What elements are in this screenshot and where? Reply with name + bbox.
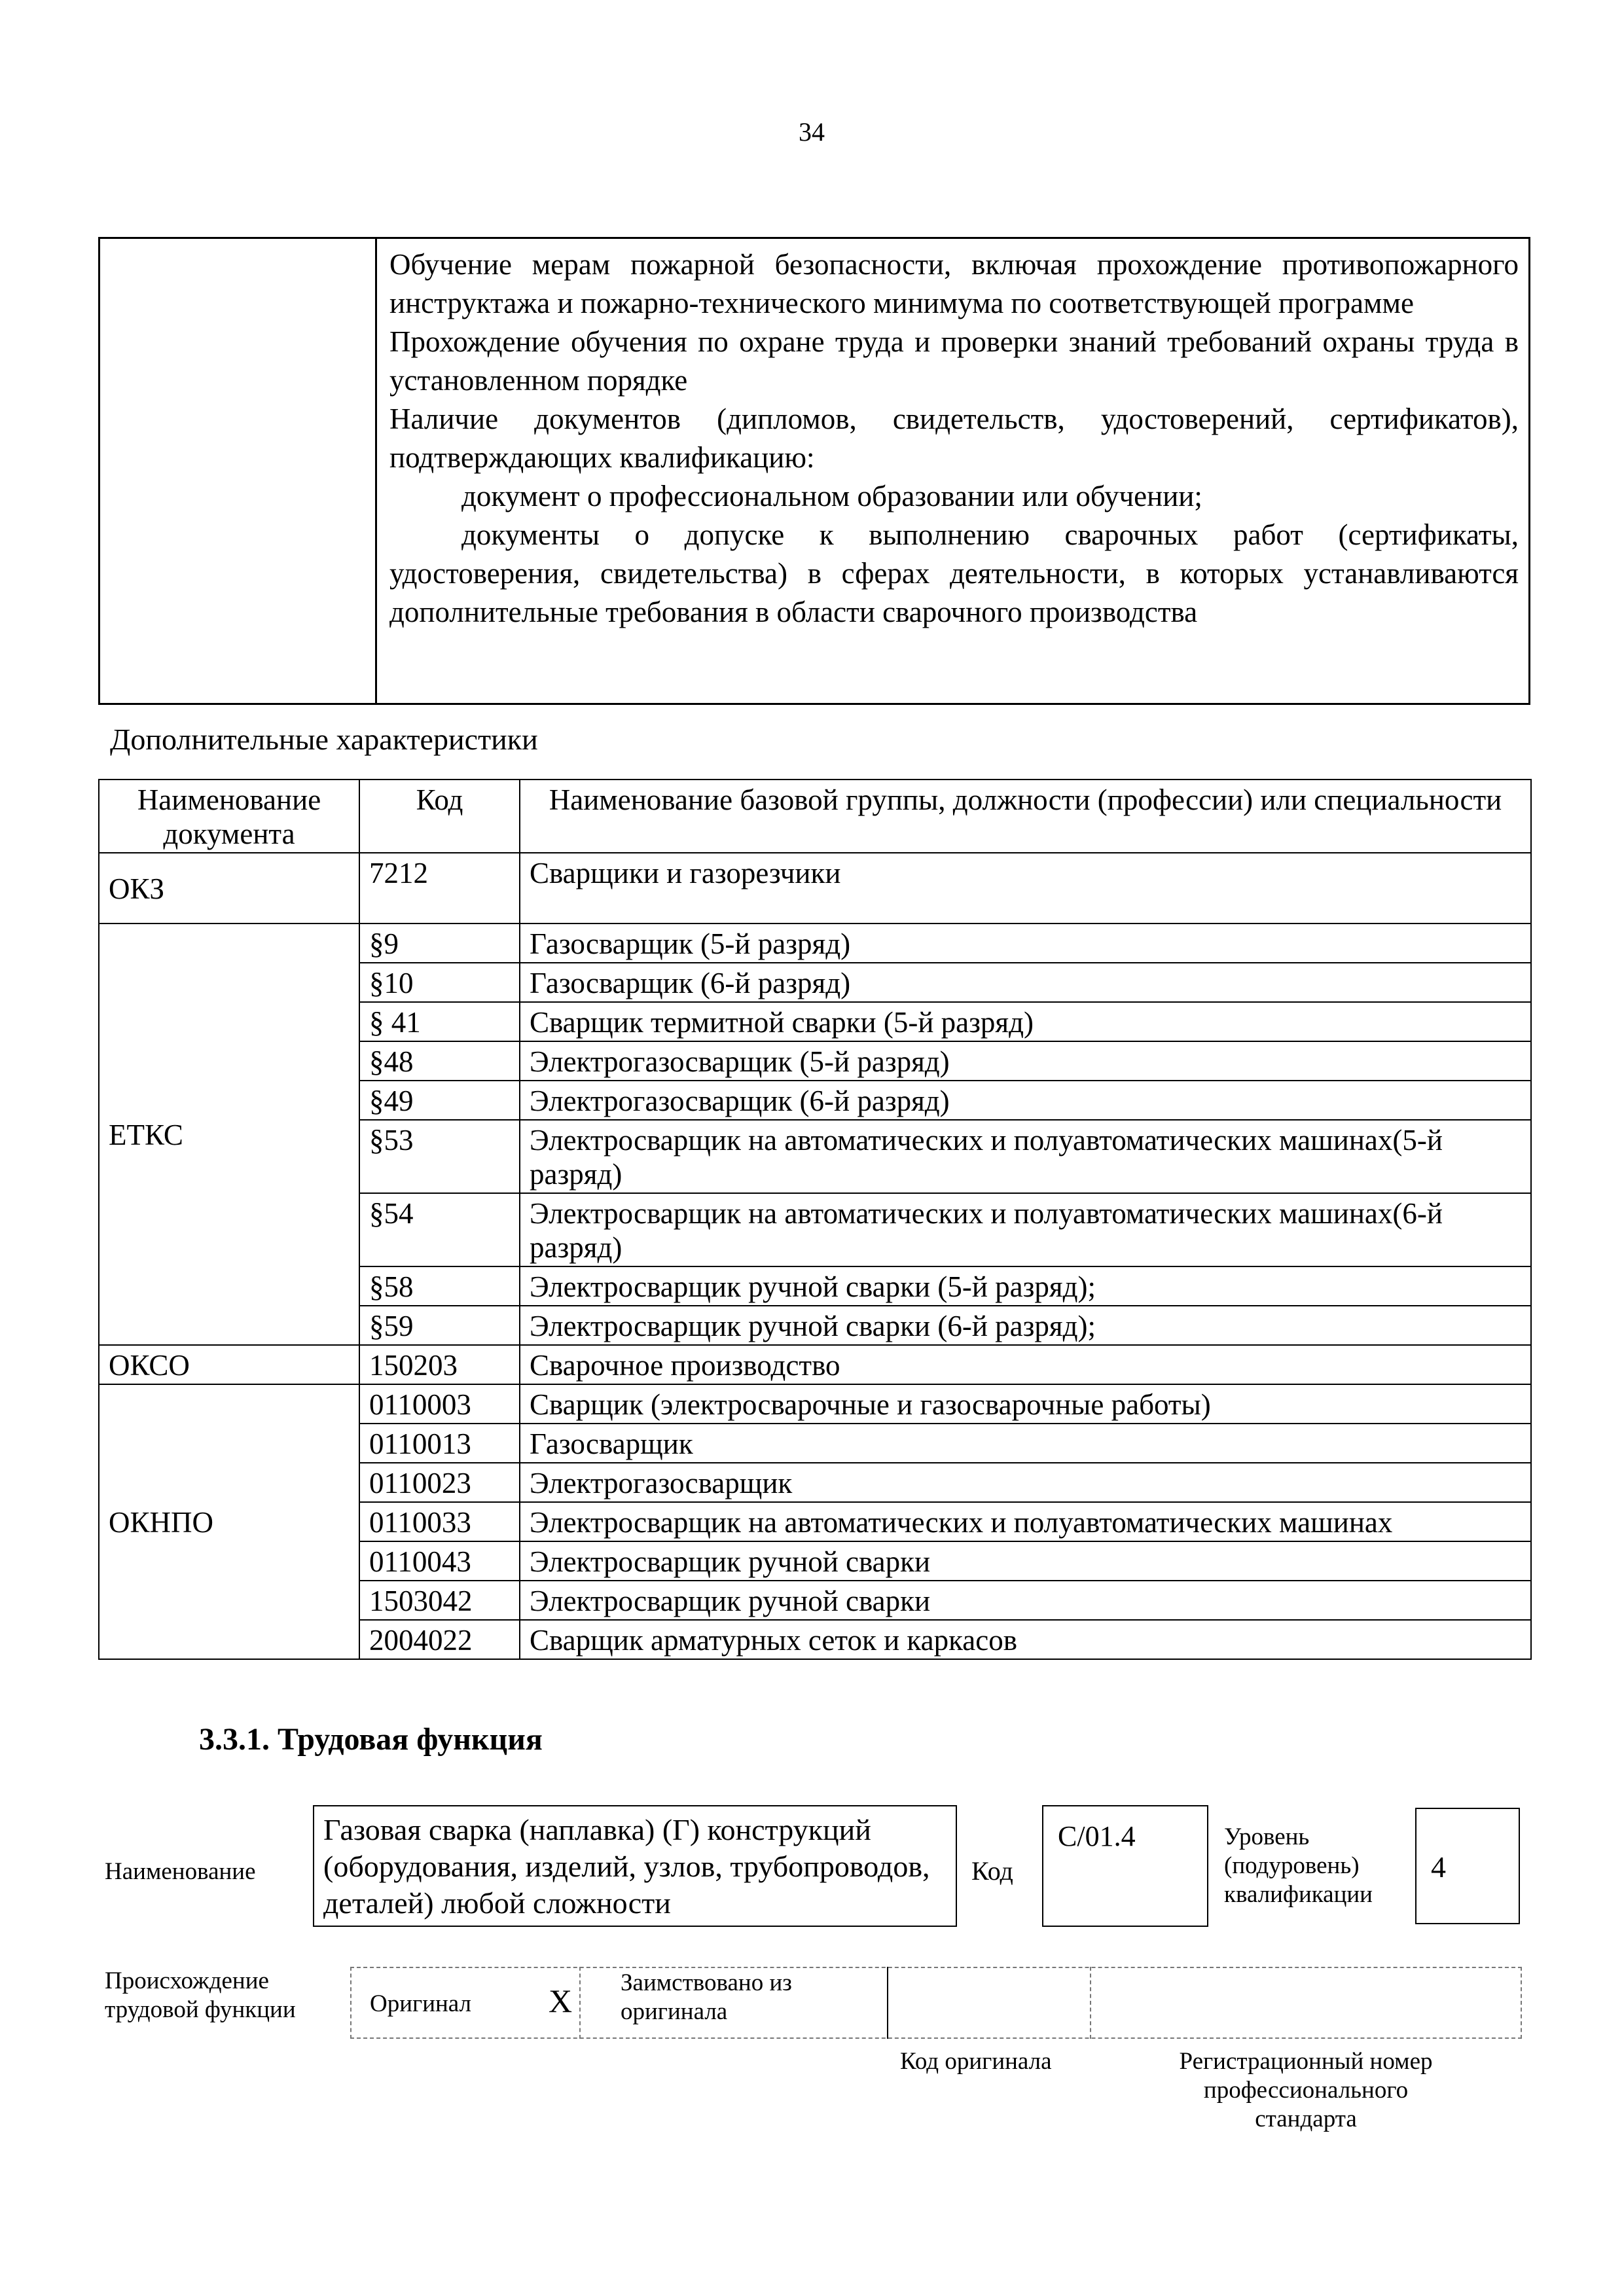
- borrowed-label: Заимствовано из оригинала: [621, 1969, 792, 2025]
- code-cell: 0110043: [359, 1541, 520, 1581]
- function-name-box: Газовая сварка (наплавка) (Г) конструкций (оборудования, изделий, узлов, трубопроводов, деталей) любой сложности: [313, 1805, 957, 1927]
- name-cell: Электросварщик на автоматических и полуавтоматических машинах(6-й разряд): [520, 1193, 1531, 1266]
- code-cell: §54: [359, 1193, 520, 1266]
- code-label: Код: [971, 1856, 1013, 1886]
- header-code: Код: [359, 780, 520, 853]
- table-row: [99, 1384, 1531, 1424]
- doc-okso: ОКСО: [99, 1345, 359, 1384]
- page-number: 34: [799, 117, 825, 147]
- name-cell: Электросварщик ручной сварки (5-й разряд);: [520, 1266, 1531, 1306]
- code-cell: 2004022: [359, 1620, 520, 1659]
- code-cell: §59: [359, 1306, 520, 1345]
- requirement-item: документ о профессиональном образовании или обучении;: [461, 480, 1202, 512]
- requirements-text: [389, 245, 1519, 632]
- name-cell: Электрогазосварщик: [520, 1463, 1531, 1502]
- doc-okz: ОКЗ: [99, 853, 359, 924]
- header-doc: Наименование документа: [99, 780, 359, 853]
- name-cell: Сварщик (электросварочные и газосварочные работы): [520, 1384, 1531, 1424]
- origin-divider: [579, 1967, 581, 2039]
- code-cell: §48: [359, 1041, 520, 1081]
- name-cell: Сварщики и газорезчики: [520, 853, 1531, 924]
- original-code-caption: Код оригинала: [900, 2048, 1052, 2075]
- function-code-box: C/01.4: [1042, 1805, 1208, 1927]
- name-cell: Электрогазосварщик (6-й разряд): [520, 1081, 1531, 1120]
- additional-characteristics-caption: Дополнительные характеристики: [110, 723, 538, 756]
- requirements-table: [98, 237, 1530, 705]
- table-row: [99, 1345, 1531, 1384]
- name-cell: Газосварщик (5-й разряд): [520, 924, 1531, 963]
- requirement-item: Прохождение обучения по охране труда и проверки знаний требований охраны труда в установленном порядке: [389, 325, 1519, 397]
- code-cell: §58: [359, 1266, 520, 1306]
- name-cell: Сварщик термитной сварки (5-й разряд): [520, 1002, 1531, 1041]
- additional-characteristics-table: [98, 779, 1532, 1660]
- doc-etks: ЕТКС: [99, 924, 359, 1345]
- level-value-box: 4: [1415, 1808, 1520, 1924]
- original-mark: X: [549, 1982, 573, 2019]
- code-cell: 1503042: [359, 1581, 520, 1620]
- origin-label: Происхождение трудовой функции: [105, 1967, 296, 2023]
- registration-number-caption: Регистрационный номер профессионального стандарта: [1179, 2048, 1433, 2132]
- name-cell: Электросварщик ручной сварки (6-й разряд);: [520, 1306, 1531, 1345]
- table-header-row: [99, 780, 1531, 853]
- code-cell: 150203: [359, 1345, 520, 1384]
- requirements-label-cell: [100, 239, 377, 703]
- origin-divider: [887, 1967, 888, 2039]
- requirement-item: Обучение мерам пожарной безопасности, включая прохождение противопожарного инструктажа и пожарно-технического минимума по соответствующей программе: [389, 248, 1519, 319]
- name-label: Наименование: [105, 1858, 256, 1885]
- code-cell: 7212: [359, 853, 520, 924]
- requirement-item: документы о допуске к выполнению сварочных работ (сертификаты, удостоверения, свидетельства) в сферах деятельности, в которых устанавливаются дополнительные требования в области сварочного производства: [389, 518, 1519, 628]
- code-cell: §53: [359, 1120, 520, 1193]
- requirement-item: Наличие документов (дипломов, свидетельств, удостоверений, сертификатов), подтверждающих квалификацию:: [389, 403, 1519, 474]
- name-cell: Электросварщик ручной сварки: [520, 1581, 1531, 1620]
- name-cell: Газосварщик: [520, 1424, 1531, 1463]
- code-cell: 0110023: [359, 1463, 520, 1502]
- function-heading: 3.3.1. Трудовая функция: [199, 1722, 543, 1757]
- table-row: [99, 853, 1531, 924]
- original-label: Оригинал: [370, 1990, 472, 2017]
- code-cell: §9: [359, 924, 520, 963]
- name-cell: Электросварщик на автоматических и полуавтоматических машинах(5-й разряд): [520, 1120, 1531, 1193]
- name-cell: Электрогазосварщик (5-й разряд): [520, 1041, 1531, 1081]
- name-cell: Газосварщик (6-й разряд): [520, 963, 1531, 1002]
- table-row: [99, 924, 1531, 963]
- header-name: Наименование базовой группы, должности (профессии) или специальности: [520, 780, 1531, 853]
- code-cell: 0110013: [359, 1424, 520, 1463]
- origin-divider: [1090, 1967, 1091, 2039]
- name-cell: Электросварщик ручной сварки: [520, 1541, 1531, 1581]
- code-cell: 0110033: [359, 1502, 520, 1541]
- name-cell: Электросварщик на автоматических и полуавтоматических машинах: [520, 1502, 1531, 1541]
- name-cell: Сварочное производство: [520, 1345, 1531, 1384]
- code-cell: §49: [359, 1081, 520, 1120]
- doc-oknpo: ОКНПО: [99, 1384, 359, 1659]
- code-cell: 0110003: [359, 1384, 520, 1424]
- origin-box: [350, 1967, 1522, 2039]
- code-cell: §10: [359, 963, 520, 1002]
- level-label: Уровень (подуровень) квалификации: [1224, 1823, 1373, 1908]
- code-cell: § 41: [359, 1002, 520, 1041]
- name-cell: Сварщик арматурных сеток и каркасов: [520, 1620, 1531, 1659]
